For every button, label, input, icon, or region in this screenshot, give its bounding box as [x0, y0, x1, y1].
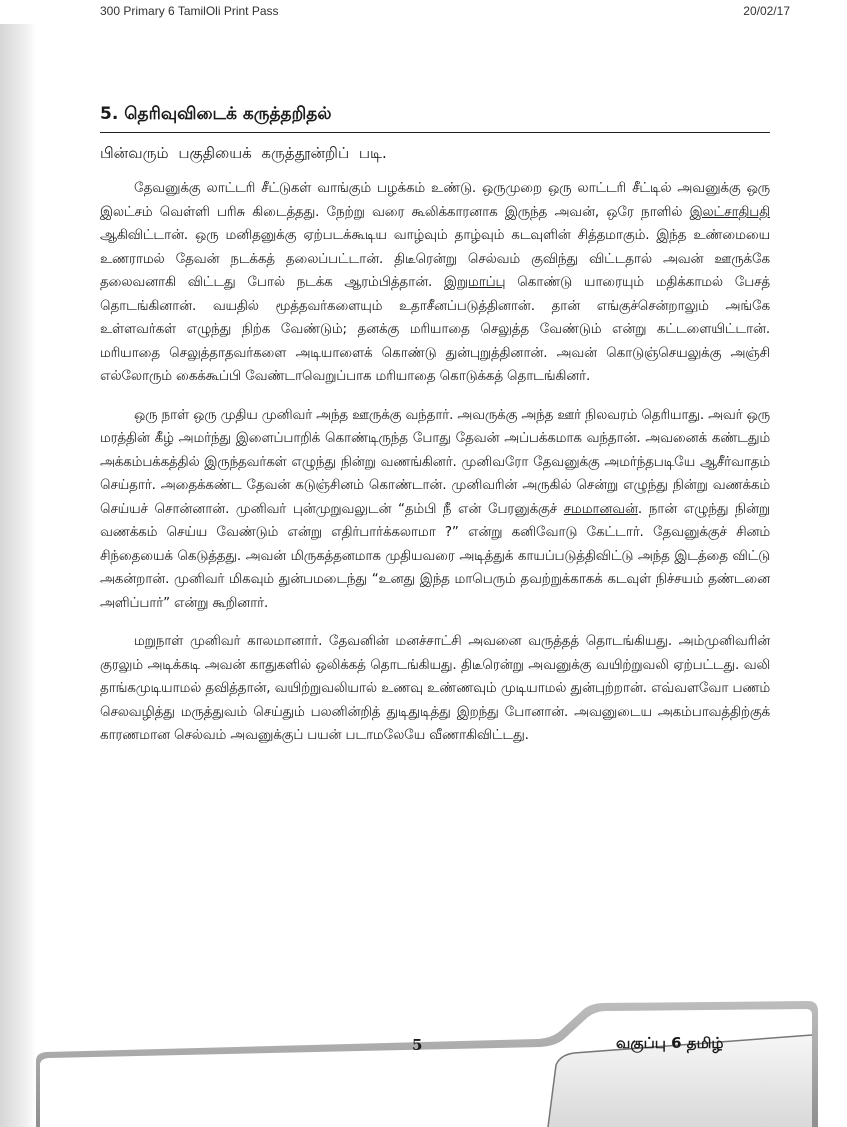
footer-band-graphic	[0, 995, 847, 1127]
page-edge-shadow	[0, 24, 36, 1127]
paragraph-text: மறுநாள் முனிவர் காலமானார். தேவனின் மனச்சாட்சி அவனை வருத்தத் தொடங்கியது. அம்முனிவரின் குரலும் அடிக்கடி அவன் காதுகளில் ஒலிக்கத் தொடங்கியது. திடீரென்று அவனுக்கு வயிற்றுவலி ஏற்பட்டது. வலி தாங்கமுடியாமல் தவித்தான், வயிற்றுவலியால் உணவு உண்ணவும் முடியாமல் துன்புற்றான். எவ்வளவோ பணம் செலவழித்து மருத்துவம் செய்தும் பலனின்றித் துடிதுடித்து இறந்து போனான். அவனுடைய அகம்பாவத்திற்குக் காரணமான செல்வம் அவனுக்குப் பயன் படாமலேயே வீணாகிவிட்டது.	[100, 633, 770, 743]
section-number: 5.	[100, 104, 119, 124]
underlined-word: சமமானவன்	[563, 500, 638, 517]
passage	[100, 177, 770, 763]
paragraph-text: ஆகிவிட்டான். ஒரு மனிதனுக்கு ஏற்படக்கூடிய வாழ்வும் தாழ்வும் கடவுளின் சித்தமாகும். இந்த உண்மையை உணராமல் தேவன் நடக்கத் தலைப்பட்டான். திடீரென்று செல்வம் குவிந்து விட்டதால் அவன் ஊருக்கே தலைவனாகி விட்டது போல் நடக்க ஆரம்பித்தான்.	[100, 227, 770, 290]
class-label: வகுப்பு 6 தமிழ்	[616, 1034, 724, 1052]
paragraph-text: கொண்டு யாரையும் மதிக்காமல் பேசத் தொடங்கினான். வயதில் மூத்தவர்களையும் உதாசீனப்படுத்தினான். தான் எங்குச்சென்றாலும் அங்கே உள்ளவர்கள் எழுந்து நிற்க வேண்டும்; தனக்கு மரியாதை செலுத்த வேண்டும் என்று கட்டளையிட்டான். மரியாதை செலுத்தாதவர்களை அடியாளைக் கொண்டு துன்புறுத்தினான். அவன் கொடுஞ்செயலுக்கு அஞ்சி எல்லோரும் கைக்கூப்பி வேண்டாவெறுப்பாக மரியாதை கொடுக்கத் தொடங்கினர்.	[100, 274, 771, 384]
underlined-word: இலட்சாதிபதி	[689, 203, 770, 220]
instruction-text: பின்வரும் பகுதியைக் கருத்தூன்றிப் படி.	[100, 144, 387, 162]
paragraph-text: ஒரு நாள் ஒரு முதிய முனிவர் அந்த ஊருக்கு வந்தார். அவருக்கு அந்த ஊர் நிலவரம் தெரியாது. அவர் ஒரு மரத்தின் கீழ் அமர்ந்து இளைப்பாறிக் கொண்டிருந்த போது தேவன் அப்பக்கமாக வந்தான். அவனைக் கண்டதும் அக்கம்பக்கத்தில் இருந்தவர்கள் எழுந்து நின்று வணங்கினர். முனிவரோ தேவனுக்கு அமர்ந்தபடியே ஆசீர்வாதம் செய்தார். அதைக்கண்ட தேவன் கடுஞ்சினம் கொண்டான். முனிவரின் அருகில் சென்று எழுந்து நின்று வணக்கம் செய்யச் சொன்னான். முனிவர் புன்முறுவலுடன் “தம்பி நீ என் பேரனுக்குச்	[100, 406, 770, 517]
print-file-name: 300 Primary 6 TamilOli Print Pass	[100, 4, 279, 18]
passage-paragraph-3	[100, 630, 770, 748]
paragraph-text: தேவனுக்கு லாட்டரி சீட்டுகள் வாங்கும் பழக்கம் உண்டு. ஒருமுறை ஒரு லாட்டரி சீட்டில் அவனுக்கு ஒரு இலட்சம் வெள்ளி பரிசு கிடைத்தது. நேற்று வரை கூலிக்காரனாக இருந்த அவன், ஒரே நாளில்	[100, 180, 770, 220]
section-title: தெரிவுவிடைக் கருத்தறிதல்	[124, 104, 332, 124]
underlined-word: இறுமாப்பு	[443, 274, 506, 290]
print-date: 20/02/17	[743, 4, 790, 18]
print-header	[0, 0, 847, 24]
passage-paragraph-2	[100, 404, 770, 616]
page-number: 5	[412, 1036, 423, 1054]
paragraph-text: . நான் எழுந்து நின்று வணக்கம் செய்ய வேண்டும் என்று எதிர்பார்க்கலாமா ?” என்று கனிவோடு கேட்டார். தேவனுக்குச் சினம் சிந்தையைக் கெடுத்தது. அவன் மிருகத்தனமாக முதியவரை அடித்துக் காயப்படுத்திவிட்டு அந்த இடத்தை விட்டு அகன்றான். முனிவர் மிகவும் துன்பமடைந்து “உனது இந்த மாபெரும் தவற்றுக்காகக் கடவுள் நிச்சயம் தண்டனை அளிப்பார்” என்று கூறினார்.	[100, 500, 770, 611]
section-heading	[100, 104, 770, 133]
page-footer	[0, 995, 847, 1127]
passage-paragraph-1	[100, 177, 770, 389]
